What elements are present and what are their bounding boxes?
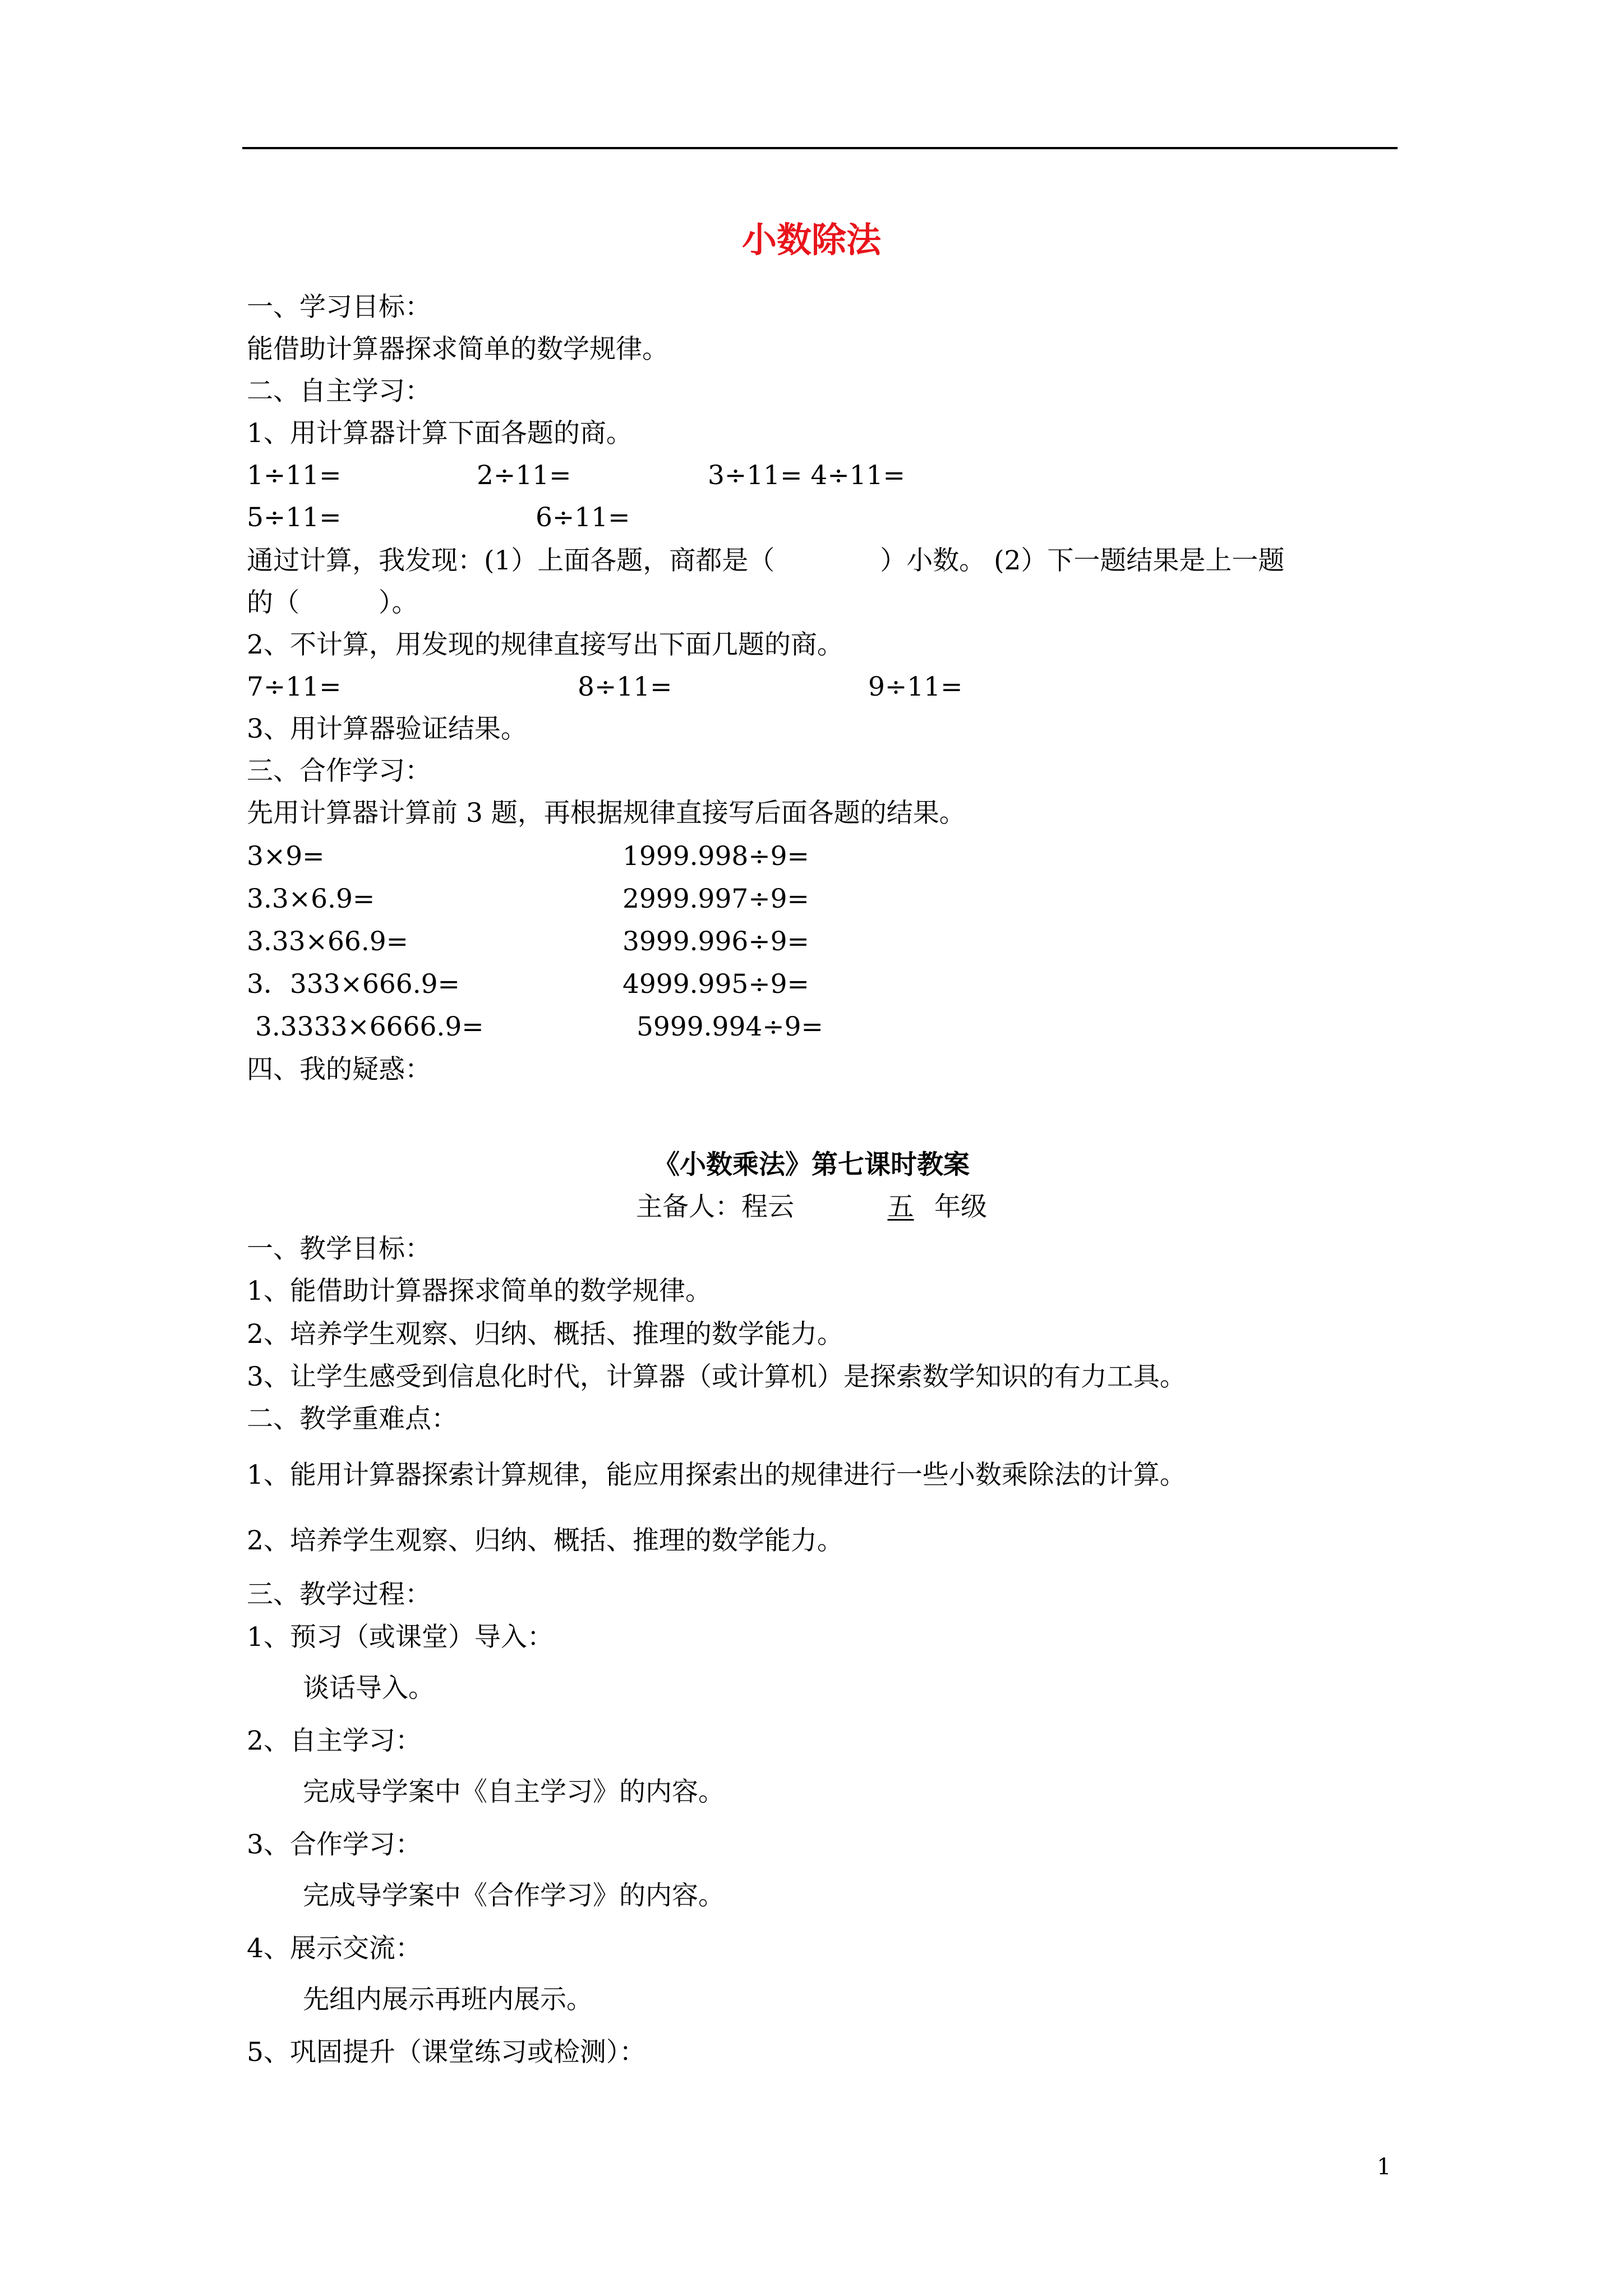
page-title: 小数除法 [741, 219, 881, 260]
div-item: 3999.996÷9= [623, 926, 809, 957]
step-label: 2、自主学习： [247, 1726, 422, 1756]
lesson-title: 《小数乘法》第七课时教案 [653, 1149, 970, 1180]
q1-item: 2÷11= [477, 460, 571, 491]
div-item: 1999.998÷9= [623, 841, 809, 872]
q1-item: 3÷11= 4÷11= [708, 460, 905, 491]
section-heading-teaching-goals: 一、教学目标： [247, 1234, 431, 1264]
section-heading-self-study: 二、自主学习： [247, 376, 431, 407]
q2-item: 9÷11= [868, 671, 963, 702]
grade-label: 年级 [934, 1191, 987, 1222]
step-detail: 先组内展示再班内展示。 [303, 1984, 593, 2015]
mult-item: 3.3333×6666.9= [247, 1011, 484, 1042]
mult-item: 3．333×666.9= [247, 969, 460, 1000]
div-item: 2999.997÷9= [623, 884, 809, 914]
section-heading-goals: 一、学习目标： [247, 292, 431, 323]
div-item: 4999.995÷9= [623, 969, 809, 1000]
page-number: 1 [1377, 2154, 1391, 2180]
step-label: 3、合作学习： [247, 1829, 422, 1860]
mult-item: 3.3×6.9= [247, 884, 375, 914]
q1-item: 6÷11= [536, 502, 630, 533]
q1-item: 1÷11= [247, 460, 342, 491]
step-detail: 谈话导入。 [303, 1673, 435, 1704]
goal-item: 3、让学生感受到信息化时代，计算器（或计算机）是探索数学知识的有力工具。 [247, 1361, 1186, 1392]
div-item: 5999.994÷9= [637, 1011, 823, 1042]
q2-item: 8÷11= [578, 671, 672, 702]
discovery-line-2: 的（ ）。 [247, 587, 418, 618]
mult-item: 3.33×66.9= [247, 926, 409, 957]
q1-item: 5÷11= [247, 502, 342, 533]
goal-text: 能借助计算器探求简单的数学规律。 [247, 334, 668, 365]
goal-item: 1、能借助计算器探求简单的数学规律。 [247, 1276, 712, 1306]
preparer-line [0, 1190, 1623, 1224]
header-rule [242, 147, 1398, 149]
key-point: 2、培养学生观察、归纳、概括、推理的数学能力。 [247, 1525, 843, 1556]
step-detail: 完成导学案中《自主学习》的内容。 [303, 1777, 725, 1807]
mult-item: 3×9= [247, 841, 325, 872]
question-3: 3、用计算器验证结果。 [247, 714, 527, 744]
step-label: 1、预习（或课堂）导入： [247, 1622, 554, 1653]
grade-value: 五 [887, 1191, 914, 1222]
cooperation-text: 先用计算器计算前 3 题，再根据规律直接写后面各题的结果。 [247, 798, 966, 829]
preparer-label: 主备人：程云 [636, 1191, 794, 1222]
section-heading-process: 三、教学过程： [247, 1579, 431, 1610]
q2-item: 7÷11= [247, 671, 342, 702]
question-1: 1、用计算器计算下面各题的商。 [247, 418, 633, 449]
key-point: 1、能用计算器探索计算规律，能应用探索出的规律进行一些小数乘除法的计算。 [247, 1460, 1186, 1490]
step-label: 4、展示交流： [247, 1933, 422, 1964]
step-label: 5、巩固提升（课堂练习或检测）： [247, 2037, 646, 2068]
section-heading-questions: 四、我的疑惑： [247, 1054, 431, 1085]
section-heading-key-points: 二、教学重难点： [247, 1404, 458, 1434]
discovery-line: 通过计算，我发现：(1）上面各题，商都是（ ）小数。 (2）下一题结果是上一题 [247, 545, 1285, 576]
step-detail: 完成导学案中《合作学习》的内容。 [303, 1880, 725, 1911]
question-2: 2、不计算，用发现的规律直接写出下面几题的商。 [247, 629, 843, 660]
section-heading-cooperation: 三、合作学习： [247, 756, 431, 786]
goal-item: 2、培养学生观察、归纳、概括、推理的数学能力。 [247, 1319, 843, 1350]
